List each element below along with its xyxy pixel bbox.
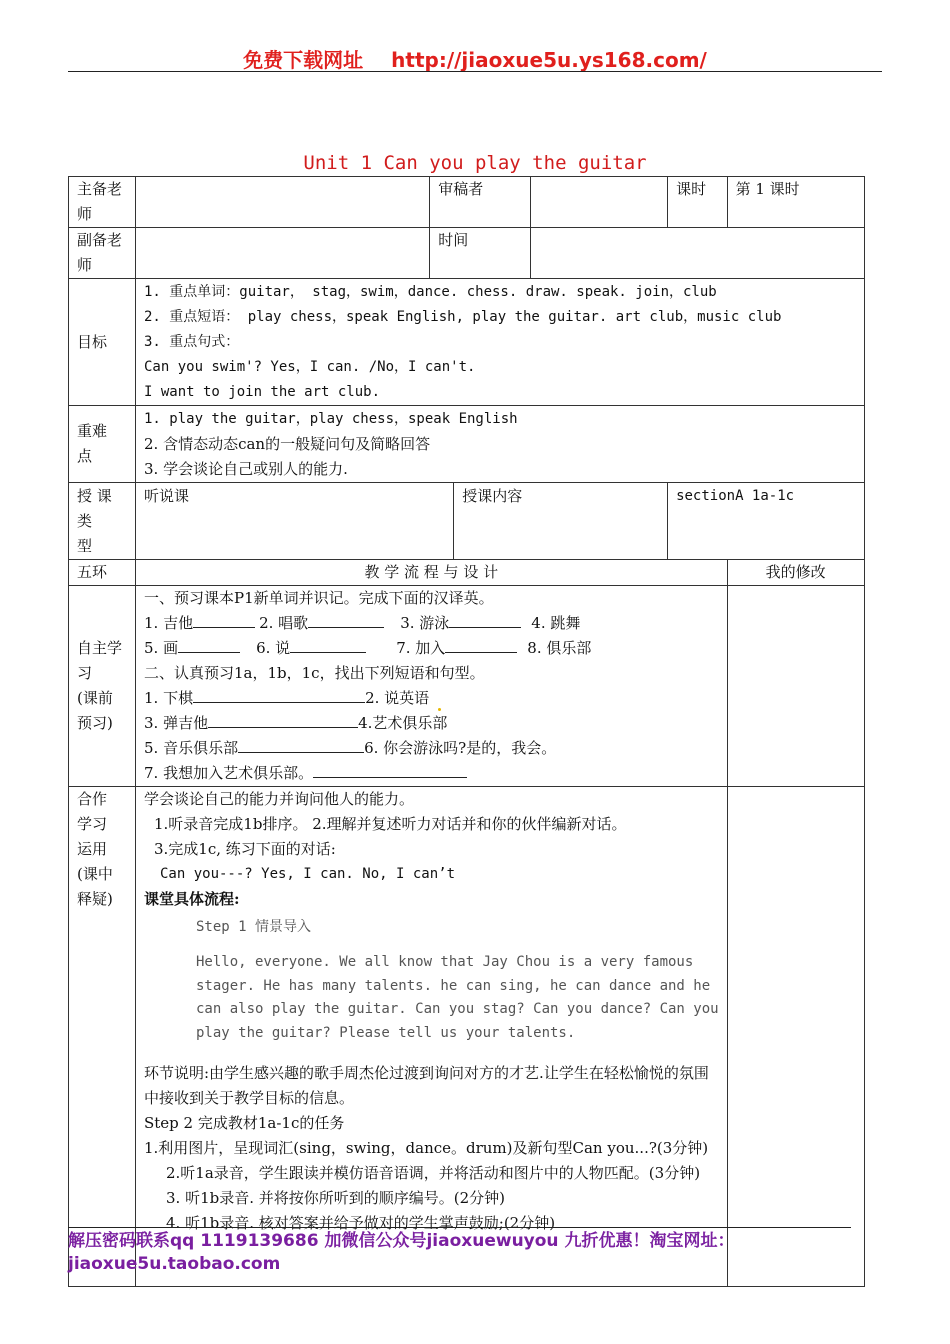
header-rule (68, 71, 882, 72)
coop-line-2: 1.听录音完成1b排序。 2.理解并复述听力对话并和你的伙伴编新对话。 (154, 815, 627, 833)
download-label: 免费下载网址 (243, 48, 364, 72)
step2-item-1: 1.利用图片，呈现词汇(sing，swing，dance。drum)及新句型Can you...?(3分钟) (144, 1139, 709, 1157)
phrase-row-1: 1. 下棋 2. 说英语 (144, 689, 430, 707)
answer-blank[interactable] (313, 763, 467, 778)
deputy-teacher-label: 副备老师 (69, 228, 136, 279)
lesson-type-value: 听说课 (136, 483, 454, 560)
lesson-plan-table (68, 176, 865, 1287)
goal-line-4: Can you swim'? Yes，I can. /No，I can't. (144, 359, 476, 375)
step2-item-3: 3. 听1b录音. 并将按你所听到的顺序编号。(2分钟) (166, 1189, 506, 1207)
period-value: 第 1 课时 (727, 177, 864, 228)
self-study-heading-2: 二、认真预习1a，1b，1c，找出下列短语和句型。 (144, 664, 485, 682)
coop-line-3: 3.完成1c, 练习下面的对话: (154, 840, 336, 858)
vocab-row-2: 5. 画 6. 说 7. 加入 8. 俱乐部 (144, 639, 592, 657)
answer-blank[interactable] (193, 613, 255, 628)
phrase-row-4: 7. 我想加入艺术俱乐部。 (144, 761, 719, 786)
flow-header-col3: 我的修改 (727, 560, 864, 586)
difficulty-line-1: 1. play the guitar，play chess，speak English (144, 411, 518, 427)
reviewer-field[interactable] (531, 177, 668, 228)
difficulty-label: 重难 点 (69, 406, 136, 483)
step2-item-4: 4. 听1b录音. 核对答案并给予做对的学生掌声鼓励;(2分钟) (166, 1214, 556, 1232)
step1-title: Step 1 情景导入 (196, 919, 312, 935)
answer-blank[interactable] (193, 688, 365, 703)
step2-title: Step 2 完成教材1a-1c的任务 (144, 1114, 345, 1132)
difficulty-line-2: 2. 含情态动态can的一般疑问句及简略回答 (144, 435, 431, 453)
chief-teacher-label: 主备老师 (69, 177, 136, 228)
step2-item-2: 2.听1a录音，学生跟读并模仿语音语调，并将活动和图片中的人物匹配。(3分钟) (166, 1164, 701, 1182)
coop-line-4: Can you---? Yes, I can. No, I can’t (160, 866, 456, 882)
footer-taobao-link[interactable]: jiaoxue5u.taobao.com (68, 1254, 281, 1274)
answer-blank[interactable] (308, 613, 384, 628)
footer (68, 1230, 868, 1276)
answer-blank[interactable] (449, 613, 521, 628)
lesson-type-row (69, 483, 865, 560)
chief-teacher-field[interactable] (136, 177, 430, 228)
time-label: 时间 (430, 228, 531, 279)
difficulty-line-3: 3. 学会谈论自己或别人的能力. (144, 460, 348, 478)
download-header (0, 44, 950, 73)
answer-blank[interactable] (238, 738, 364, 753)
self-study-row (69, 586, 865, 787)
answer-blank[interactable] (445, 638, 517, 653)
goals-row (69, 279, 865, 406)
coop-flow-heading: 课堂具体流程: (144, 890, 240, 908)
step1-scanned-block (196, 916, 719, 1045)
footer-rule (68, 1227, 851, 1228)
deputy-teacher-field[interactable] (136, 228, 430, 279)
flow-header-col1: 五环 (69, 560, 136, 586)
info-row-1 (69, 177, 865, 228)
info-row-2 (69, 228, 865, 279)
phrase-row-3: 5. 音乐俱乐部 6. 你会游泳吗?是的，我会。 (144, 739, 557, 757)
goals-label: 目标 (69, 279, 136, 406)
phrase-row-2: 3. 弹吉他 4.艺术俱乐部 (144, 714, 448, 732)
period-label: 课时 (668, 177, 728, 228)
coop-label: 合作 学习 运用 (课中 释疑) (69, 787, 136, 1287)
footer-line-1: 解压密码联系qq 1119139686 加微信公众号jiaoxuewuyou 九折优惠！淘宝网址： (68, 1231, 735, 1251)
download-url-link[interactable]: http://jiaoxue5u.ys168.com/ (391, 48, 707, 72)
vocab-row-1: 1. 吉他 2. 唱歌 3. 游泳 4. 跳舞 (144, 614, 581, 632)
self-study-content (136, 586, 728, 787)
coop-line-1: 学会谈论自己的能力并询问他人的能力。 (144, 790, 415, 808)
goal-line-2: 2. 重点短语： play chess，speak English, play the guitar. art club，music club (144, 309, 782, 325)
stray-mark (438, 708, 441, 711)
goal-line-5: I want to join the art club. (144, 384, 381, 400)
flow-header-col2: 教 学 流 程 与 设 计 (136, 560, 728, 586)
goals-content (136, 279, 865, 406)
answer-blank[interactable] (290, 638, 366, 653)
reviewer-label: 审稿者 (430, 177, 531, 228)
coop-row (69, 787, 865, 1287)
step1-note: 环节说明:由学生感兴趣的歌手周杰伦过渡到询问对方的才艺.让学生在轻松愉悦的氛围中接收到关于教学目标的信息。 (144, 1064, 709, 1107)
page-title: Unit 1 Can you play the guitar (303, 152, 647, 174)
coop-content (136, 787, 728, 1287)
self-study-heading-1: 一、预习课本P1新单词并识记。完成下面的汉译英。 (144, 589, 494, 607)
step1-paragraph: Hello, everyone. We all know that Jay Chou is a very famous stager. He has many talents. he can sing, he can dance and he can also play the guitar. Can you stag? Can you dance? Can you play the guitar? Please tell us your talents. (196, 954, 719, 1041)
flow-header-row (69, 560, 865, 586)
self-study-revision[interactable] (727, 586, 864, 787)
answer-blank[interactable] (178, 638, 240, 653)
lesson-content-value: sectionA 1a-1c (668, 483, 865, 560)
lesson-content-label: 授课内容 (454, 483, 668, 560)
time-field[interactable] (531, 228, 864, 279)
difficulty-content (136, 406, 865, 483)
lesson-type-label: 授 课 类 型 (69, 483, 136, 560)
difficulty-row (69, 406, 865, 483)
coop-revision[interactable] (727, 787, 864, 1287)
goal-line-1: 1. 重点单词：guitar， stag，swim，dance. chess. draw. speak. join，club (144, 284, 717, 300)
goal-line-3: 3. 重点句式： (144, 334, 240, 350)
self-study-label: 自主学 习 (课前 预习) (69, 586, 136, 787)
answer-blank[interactable] (208, 713, 358, 728)
